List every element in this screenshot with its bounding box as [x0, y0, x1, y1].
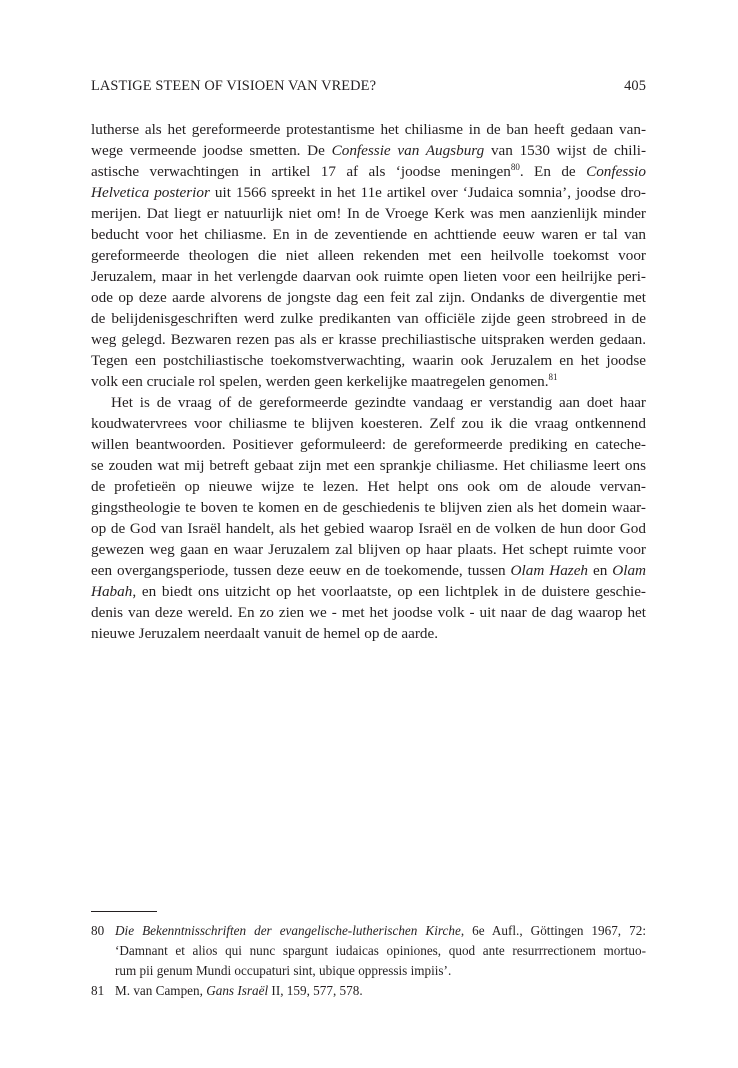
text-line: astische verwachtingen in artikel 17 af als ‘joodse meningen$^{80}$. En de Confessio	[91, 161, 646, 180]
running-title: LASTIGE STEEN OF VISIOEN VAN VREDE?	[91, 78, 377, 94]
text-line: een overgangsperiode, tussen deze eeuw en de toekomende, tussen Olam Hazeh en Olam	[91, 562, 646, 579]
text-line: wege vermeende joodse smetten. De Confessie van Augsburg van 1530 wijst de chili-	[91, 142, 646, 159]
text-line: merijen. Dat liegt er natuurlijk niet om! In de Vroege Kerk was men aanzienlijk minder	[91, 205, 646, 222]
italic-term: Olam Hazeh	[510, 562, 589, 579]
text-line: Helvetica posterior uit 1566 spreekt in het 11e artikel over ‘Judaica somnia’, joodse dro-	[91, 184, 646, 201]
footnote-ref-80[interactable]: 80	[510, 161, 520, 172]
text-line: op de God van Israël handelt, als het gebied waarop Israël en de volken de hun door God	[91, 520, 646, 537]
italic-term: Habah	[91, 583, 133, 600]
page-number: 405	[624, 78, 646, 94]
text-line: weg gelegd. Bezwaren rezen pas als er krasse prechiliastische uitspraken werden gedaan.	[91, 331, 646, 348]
footnote-line: 81 M. van Campen, Gans Israël II, 159, 577, 578.	[91, 981, 646, 1001]
text-line: koudwatervrees voor chiliasme te blijven koesteren. Zelf zou ik die vraag ontkennend	[91, 415, 646, 432]
text-line: Het is de vraag of de gereformeerde gezindte vandaag er verstandig aan doet haar	[111, 394, 646, 411]
footnote-separator	[91, 911, 157, 912]
text-line: de belijdenisgeschriften werd zulke predikanten van officiële zijde geen strobreed in de	[91, 310, 646, 327]
footnote-number: 81	[91, 983, 105, 998]
paragraph-1	[91, 119, 646, 392]
text-line: nieuwe Jeruzalem neerdaalt vanuit de hemel op de aarde.	[91, 625, 439, 642]
text-line: gereformeerde theologen die niet alleen rekenden met een heilvolle toekomst voor	[91, 247, 646, 264]
text-line: gingstheologie te boven te komen en de geschiedenis te blijven zien als het domein waar-	[91, 499, 646, 516]
text-line: lutherse als het gereformeerde protestantisme het chiliasme in de ban heeft gedaan van-	[91, 121, 646, 138]
footnote-line: ‘Damnant et alios qui nunc spargunt iudaicas opiniones, quod ante resurrrectionem mortuo-	[115, 943, 646, 958]
body-text	[91, 119, 646, 644]
text-line: beducht voor het chiliasme. En in de zeventiende en achttiende eeuw waren er tal van	[91, 226, 646, 243]
text-line: ode op deze aarde alvorens de jongste dag een feit zal zijn. Ondanks de divergentie met	[91, 289, 646, 306]
italic-title: Confessie van Augsburg	[331, 142, 485, 159]
text-line: gewezen weg gaan en waar Jeruzalem zal blijven op haar plaats. Het schept ruimte voor	[91, 541, 646, 558]
footnote-80	[91, 921, 646, 981]
running-header	[91, 78, 646, 100]
paragraph-2	[91, 392, 646, 644]
footnote-81	[91, 981, 646, 1001]
footnotes	[91, 921, 646, 1001]
text-line: Jeruzalem, maar in het verlengde daarvan ook ruimte open lieten voor een heilrijke peri-	[91, 268, 646, 285]
text-line: Habah, en biedt ons uitzicht op het voorlaatste, op een lichtplek in de duistere geschie-	[91, 583, 646, 600]
footnote-line: rum pii genum Mundi occupaturi sint, ubique oppressis impiis’.	[115, 963, 452, 978]
text-line: se zouden wat mij betreft gebaat zijn met een sprankje chiliasme. Het chiliasme leert ons	[91, 457, 646, 474]
italic-title: Confessio	[586, 163, 646, 180]
text-line: volk een cruciale rol spelen, werden geen kerkelijke maatregelen genomen.$^{81}$	[91, 371, 558, 390]
footnote-line: 80 Die Bekenntnisschriften der evangelische-lutherischen Kirche, 6e Aufl., Göttingen 1967, 72:	[91, 921, 646, 941]
footnote-number: 80	[91, 923, 105, 938]
text-line: de profetieën op nieuwe wijze te lezen. Het helpt ons ook om de aloude vervan-	[91, 478, 646, 495]
text-line: willen beantwoorden. Positiever geformuleerd: de gereformeerde prediking en cateche-	[91, 436, 646, 453]
text-line: denis van deze wereld. En zo zien we - met het joodse volk - uit naar de dag waarop het	[91, 604, 646, 621]
italic-title: Gans Israël	[206, 983, 269, 998]
italic-term: Olam	[612, 562, 646, 579]
italic-title: Helvetica posterior	[91, 184, 210, 201]
footnote-ref-81[interactable]: 81	[548, 371, 558, 382]
italic-title: Die Bekenntnisschriften der evangelische-lutherischen Kirche	[115, 923, 461, 938]
text-line: Tegen een postchiliastische toekomstverwachting, waarin ook Jeruzalem en het joodse	[91, 352, 646, 369]
